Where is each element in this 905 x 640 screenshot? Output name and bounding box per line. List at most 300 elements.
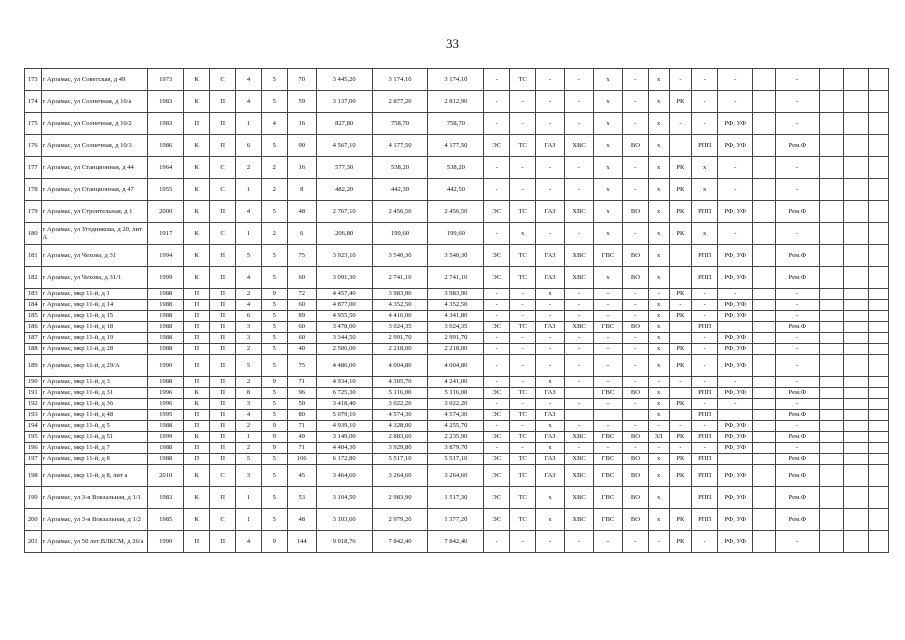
table-cell: х <box>536 377 565 388</box>
table-cell: 1996 <box>148 399 184 410</box>
table-cell <box>753 399 776 410</box>
table-cell: ВО <box>622 388 648 399</box>
address-cell: г Арзамас, ул Станционная, д 44 <box>41 157 148 179</box>
table-cell: - <box>594 289 623 300</box>
table-cell: - <box>594 311 623 322</box>
table-cell: П <box>184 454 210 465</box>
address-cell: г Арзамас, ул Солнечная, д 10/3 <box>41 135 148 157</box>
table-row <box>25 487 889 509</box>
table-cell: 3 983,90 <box>428 289 484 300</box>
row-number-cell: 188 <box>25 344 42 355</box>
table-cell <box>819 388 844 399</box>
table-cell: 4 404,30 <box>316 443 372 454</box>
table-cell: - <box>776 69 819 91</box>
table-cell: РФ, УФ <box>718 311 753 322</box>
table-cell: РПП <box>692 135 718 157</box>
table-cell: ВО <box>622 432 648 443</box>
table-cell: - <box>692 355 718 377</box>
table-cell: 75 <box>287 245 316 267</box>
table-cell <box>819 113 844 135</box>
table-cell: 758,70 <box>372 113 428 135</box>
table-cell: П <box>184 410 210 421</box>
table-cell: РФ, УФ <box>718 355 753 377</box>
row-number-cell: 194 <box>25 421 42 432</box>
table-cell <box>844 421 869 432</box>
table-cell <box>753 443 776 454</box>
table-cell: х <box>536 421 565 432</box>
table-cell: 1990 <box>148 531 184 553</box>
row-number-cell: 184 <box>25 300 42 311</box>
table-cell: - <box>622 289 648 300</box>
table-cell: - <box>622 113 648 135</box>
table-cell: 2 <box>261 179 287 201</box>
table-cell: - <box>594 344 623 355</box>
table-cell <box>869 344 889 355</box>
table-cell <box>669 410 692 421</box>
table-cell: 2 <box>261 223 287 245</box>
table-cell: - <box>510 443 536 454</box>
table-cell: П <box>210 531 236 553</box>
table-cell <box>819 421 844 432</box>
table-cell <box>753 135 776 157</box>
table-cell: РПП <box>692 388 718 399</box>
table-cell: К <box>184 201 210 223</box>
table-cell: 2 883,60 <box>372 432 428 443</box>
table-cell: К <box>184 157 210 179</box>
table-cell: 6 725,30 <box>316 388 372 399</box>
row-number-cell: 195 <box>25 432 42 443</box>
table-cell <box>753 300 776 311</box>
table-cell: - <box>622 333 648 344</box>
table-cell: - <box>776 399 819 410</box>
table-cell: 49 <box>287 432 316 443</box>
table-cell: - <box>484 91 510 113</box>
table-cell: ХВС <box>565 432 594 443</box>
table-row <box>25 157 889 179</box>
table-cell: - <box>594 443 623 454</box>
table-cell: РК <box>669 289 692 300</box>
table-cell <box>869 399 889 410</box>
table-cell: 5 <box>261 135 287 157</box>
table-cell <box>819 454 844 465</box>
table-cell <box>669 388 692 399</box>
table-cell <box>753 179 776 201</box>
table-cell: 5 <box>261 91 287 113</box>
table-cell: х <box>648 487 669 509</box>
table-cell: - <box>484 355 510 377</box>
table-cell: 3 540,30 <box>428 245 484 267</box>
table-cell <box>869 531 889 553</box>
row-number-cell: 198 <box>25 465 42 487</box>
table-cell: - <box>776 355 819 377</box>
table-cell <box>844 135 869 157</box>
table-row <box>25 179 889 201</box>
address-cell: г Арзамас, ул 3-я Вокзальная, д 1/2 <box>41 509 148 531</box>
table-cell: х <box>510 223 536 245</box>
table-cell: ГАЗ <box>536 135 565 157</box>
table-cell <box>844 179 869 201</box>
table-cell: - <box>622 91 648 113</box>
table-cell: 5 517,10 <box>428 454 484 465</box>
table-cell: - <box>484 344 510 355</box>
table-cell: ХВС <box>565 135 594 157</box>
table-cell: 1955 <box>148 179 184 201</box>
table-cell: Рем.Ф <box>776 135 819 157</box>
table-cell: - <box>536 223 565 245</box>
row-number-cell: 189 <box>25 355 42 377</box>
table-cell <box>869 355 889 377</box>
table-cell: ТС <box>510 454 536 465</box>
table-cell: 1983 <box>148 113 184 135</box>
table-cell <box>753 465 776 487</box>
table-cell: 80 <box>287 410 316 421</box>
table-cell: 3 137,00 <box>316 91 372 113</box>
table-cell: х <box>648 509 669 531</box>
table-cell <box>844 157 869 179</box>
table-cell <box>844 487 869 509</box>
table-cell: - <box>622 443 648 454</box>
table-cell: 3 104,50 <box>316 487 372 509</box>
table-cell: 538,20 <box>428 157 484 179</box>
table-cell: х <box>648 355 669 377</box>
row-number-cell: 174 <box>25 91 42 113</box>
table-cell: х <box>594 157 623 179</box>
address-cell: г Арзамас, ул Солнечная, д 10/а <box>41 91 148 113</box>
table-cell: П <box>184 289 210 300</box>
table-cell: П <box>210 454 236 465</box>
table-cell <box>565 410 594 421</box>
table-cell: - <box>565 333 594 344</box>
table-cell: - <box>484 333 510 344</box>
table-cell: х <box>648 333 669 344</box>
table-cell: - <box>484 311 510 322</box>
table-cell: ГАЗ <box>536 465 565 487</box>
table-cell <box>819 531 844 553</box>
table-cell <box>819 322 844 333</box>
table-cell <box>819 157 844 179</box>
table-cell: К <box>184 223 210 245</box>
table-cell: х <box>594 267 623 289</box>
table-cell: Рем.Ф <box>776 465 819 487</box>
address-cell: г Арзамас, мкр 11-й, д 15 <box>41 311 148 322</box>
table-cell: ТС <box>510 487 536 509</box>
table-cell: 2 991,70 <box>428 333 484 344</box>
table-cell <box>819 399 844 410</box>
table-cell <box>869 421 889 432</box>
table-cell: 1964 <box>148 157 184 179</box>
table-cell: 72 <box>287 289 316 300</box>
table-cell: РПП <box>692 201 718 223</box>
table-cell: 3 103,60 <box>316 509 372 531</box>
table-cell: 3 <box>236 333 262 344</box>
table-cell <box>869 113 889 135</box>
table-cell: 3 022,20 <box>428 399 484 410</box>
table-cell: - <box>776 179 819 201</box>
table-cell: РФ, УФ <box>718 421 753 432</box>
table-cell: Рем.Ф <box>776 245 819 267</box>
row-number-cell: 201 <box>25 531 42 553</box>
table-cell: К <box>184 267 210 289</box>
table-cell: 8 <box>236 388 262 399</box>
row-number-cell: 191 <box>25 388 42 399</box>
table-cell: х <box>594 201 623 223</box>
table-cell: ВО <box>622 267 648 289</box>
address-cell: г Арзамас, мкр 11-й, д 29/А <box>41 355 148 377</box>
table-cell: 5 <box>261 410 287 421</box>
table-cell: 4 241,00 <box>428 377 484 388</box>
table-cell: - <box>510 531 536 553</box>
table-cell: х <box>648 179 669 201</box>
table-cell: - <box>622 421 648 432</box>
table-cell <box>869 201 889 223</box>
table-cell: 5 <box>261 333 287 344</box>
table-cell: 4 <box>236 410 262 421</box>
address-cell: г Арзамас, мкр 11-й, д 1 <box>41 289 148 300</box>
table-cell: 2 218,00 <box>428 344 484 355</box>
table-cell <box>819 344 844 355</box>
table-cell: 2000 <box>148 201 184 223</box>
table-cell: 144 <box>287 531 316 553</box>
row-number-cell: 177 <box>25 157 42 179</box>
table-cell <box>844 509 869 531</box>
table-cell <box>844 388 869 399</box>
table-cell: П <box>184 531 210 553</box>
table-cell <box>819 245 844 267</box>
table-cell: П <box>210 432 236 443</box>
table-cell: 1999 <box>148 267 184 289</box>
table-cell: - <box>718 377 753 388</box>
table-cell: 1917 <box>148 223 184 245</box>
table-cell: 4 177,50 <box>372 135 428 157</box>
table-cell: 4 934,10 <box>316 377 372 388</box>
table-cell: 4 <box>236 300 262 311</box>
table-cell: - <box>718 289 753 300</box>
table-cell: 1 <box>236 432 262 443</box>
table-cell: РК <box>669 311 692 322</box>
table-cell: ГВС <box>594 454 623 465</box>
table-cell: - <box>536 311 565 322</box>
table-cell: ГАЗ <box>536 432 565 443</box>
table-cell: 3 344,50 <box>316 333 372 344</box>
table-cell <box>669 322 692 333</box>
table-cell: П <box>184 300 210 311</box>
table-cell: - <box>510 300 536 311</box>
table-row <box>25 91 889 113</box>
table-cell: ЭС <box>484 267 510 289</box>
table-cell: - <box>565 531 594 553</box>
table-cell <box>753 388 776 399</box>
table-cell: - <box>536 333 565 344</box>
table-cell: х <box>594 69 623 91</box>
table-cell: РФ, УФ <box>718 531 753 553</box>
table-cell: - <box>718 179 753 201</box>
table-cell: 71 <box>287 421 316 432</box>
table-cell: ГАЗ <box>536 267 565 289</box>
table-cell: - <box>510 421 536 432</box>
table-cell: 1994 <box>148 245 184 267</box>
table-cell: х <box>594 223 623 245</box>
table-cell: - <box>622 399 648 410</box>
table-cell: х <box>648 113 669 135</box>
table-cell: - <box>648 377 669 388</box>
table-cell: РФ, УФ <box>718 333 753 344</box>
table-cell: - <box>565 91 594 113</box>
table-cell: 1988 <box>148 333 184 344</box>
table-cell: 442,50 <box>428 179 484 201</box>
table-cell: - <box>594 355 623 377</box>
address-cell: г Арзамас, ул Советская, д 49 <box>41 69 148 91</box>
table-row <box>25 399 889 410</box>
table-cell: 4 567,10 <box>316 135 372 157</box>
table-cell <box>869 245 889 267</box>
table-cell: 9 <box>261 377 287 388</box>
table-cell: - <box>776 421 819 432</box>
table-cell: - <box>484 531 510 553</box>
table-cell <box>669 487 692 509</box>
table-cell <box>844 333 869 344</box>
table-cell: ВО <box>622 135 648 157</box>
table-cell: 577,30 <box>316 157 372 179</box>
table-cell: П <box>210 201 236 223</box>
table-cell <box>844 443 869 454</box>
table-cell: ЭС <box>484 201 510 223</box>
table-cell <box>753 201 776 223</box>
table-cell: 4 255,70 <box>428 421 484 432</box>
table-cell: - <box>692 531 718 553</box>
row-number-cell: 178 <box>25 179 42 201</box>
table-cell: - <box>692 377 718 388</box>
table-cell: 2 <box>236 157 262 179</box>
table-cell: РПП <box>692 509 718 531</box>
table-cell: 48 <box>287 201 316 223</box>
table-cell <box>844 344 869 355</box>
table-cell <box>819 289 844 300</box>
table-cell: Рем.Ф <box>776 267 819 289</box>
table-cell: 9 <box>261 432 287 443</box>
table-cell: 4 <box>261 113 287 135</box>
table-cell: П <box>184 311 210 322</box>
table-cell: ГАЗ <box>536 388 565 399</box>
table-cell <box>869 322 889 333</box>
row-number-cell: 173 <box>25 69 42 91</box>
table-cell <box>819 179 844 201</box>
table-cell: 4 328,00 <box>372 421 428 432</box>
table-cell <box>718 410 753 421</box>
table-cell: - <box>484 399 510 410</box>
row-number-cell: 200 <box>25 509 42 531</box>
table-cell: - <box>510 399 536 410</box>
table-cell: х <box>648 388 669 399</box>
address-cell: г Арзамас, мкр 11-й, д 8, лит а <box>41 465 148 487</box>
table-cell <box>753 157 776 179</box>
table-cell <box>819 410 844 421</box>
table-cell: 5 <box>261 487 287 509</box>
table-cell: ЭС <box>484 487 510 509</box>
table-cell <box>753 355 776 377</box>
table-cell: - <box>776 531 819 553</box>
table-cell: 4 <box>236 201 262 223</box>
table-cell: 1983 <box>148 91 184 113</box>
table-cell: ГВС <box>594 465 623 487</box>
table-cell: 2 235,90 <box>428 432 484 443</box>
table-cell: - <box>648 289 669 300</box>
table-cell <box>753 289 776 300</box>
table-cell: ХВС <box>565 322 594 333</box>
table-cell: 3 024,35 <box>372 322 428 333</box>
table-row <box>25 113 889 135</box>
table-cell: - <box>565 179 594 201</box>
table-cell: 4 955,50 <box>316 311 372 322</box>
table-cell: РК <box>669 201 692 223</box>
table-cell: К <box>184 69 210 91</box>
table-cell: - <box>692 91 718 113</box>
table-cell: ВО <box>622 454 648 465</box>
table-cell: 5 <box>236 245 262 267</box>
table-cell: ТС <box>510 69 536 91</box>
table-cell: 1988 <box>148 311 184 322</box>
table-cell <box>844 465 869 487</box>
table-cell: - <box>536 344 565 355</box>
table-cell: РПП <box>692 465 718 487</box>
table-cell: - <box>776 157 819 179</box>
table-cell: - <box>776 289 819 300</box>
table-cell: 16 <box>287 113 316 135</box>
table-cell: К <box>184 245 210 267</box>
table-cell <box>869 410 889 421</box>
table-cell: 6 172,80 <box>316 454 372 465</box>
table-cell: 2 <box>236 443 262 454</box>
table-cell <box>844 410 869 421</box>
table-cell: РФ, УФ <box>718 432 753 443</box>
table-cell: х <box>594 135 623 157</box>
table-cell: РФ, УФ <box>718 245 753 267</box>
table-cell <box>594 410 623 421</box>
table-cell <box>869 311 889 322</box>
table-cell: х <box>536 487 565 509</box>
table-cell: 5 <box>261 311 287 322</box>
table-cell: П <box>210 135 236 157</box>
table-cell <box>869 289 889 300</box>
housing-register-table <box>24 68 889 553</box>
table-cell: П <box>184 355 210 377</box>
table-cell: - <box>622 344 648 355</box>
table-cell: ТС <box>510 410 536 421</box>
table-cell <box>753 69 776 91</box>
table-cell: - <box>484 179 510 201</box>
table-cell: 482,20 <box>316 179 372 201</box>
table-cell: 3 174,10 <box>372 69 428 91</box>
table-cell: П <box>184 333 210 344</box>
table-cell: х <box>648 157 669 179</box>
table-cell: 2 <box>236 289 262 300</box>
table-cell: 3 478,00 <box>316 322 372 333</box>
table-cell: - <box>565 344 594 355</box>
table-cell: 1 <box>236 487 262 509</box>
table-cell <box>718 454 753 465</box>
table-cell: ХВС <box>565 454 594 465</box>
table-cell: 1986 <box>148 135 184 157</box>
address-cell: г Арзамас, мкр 11-й, д 14 <box>41 300 148 311</box>
table-cell: Рем.Ф <box>776 388 819 399</box>
table-cell: ХВС <box>565 267 594 289</box>
table-cell: РПП <box>692 245 718 267</box>
table-cell: х <box>594 91 623 113</box>
table-cell: 4 004,80 <box>372 355 428 377</box>
table-cell: 5 116,00 <box>428 388 484 399</box>
table-cell: - <box>565 443 594 454</box>
table-cell <box>753 333 776 344</box>
table-cell: - <box>776 91 819 113</box>
